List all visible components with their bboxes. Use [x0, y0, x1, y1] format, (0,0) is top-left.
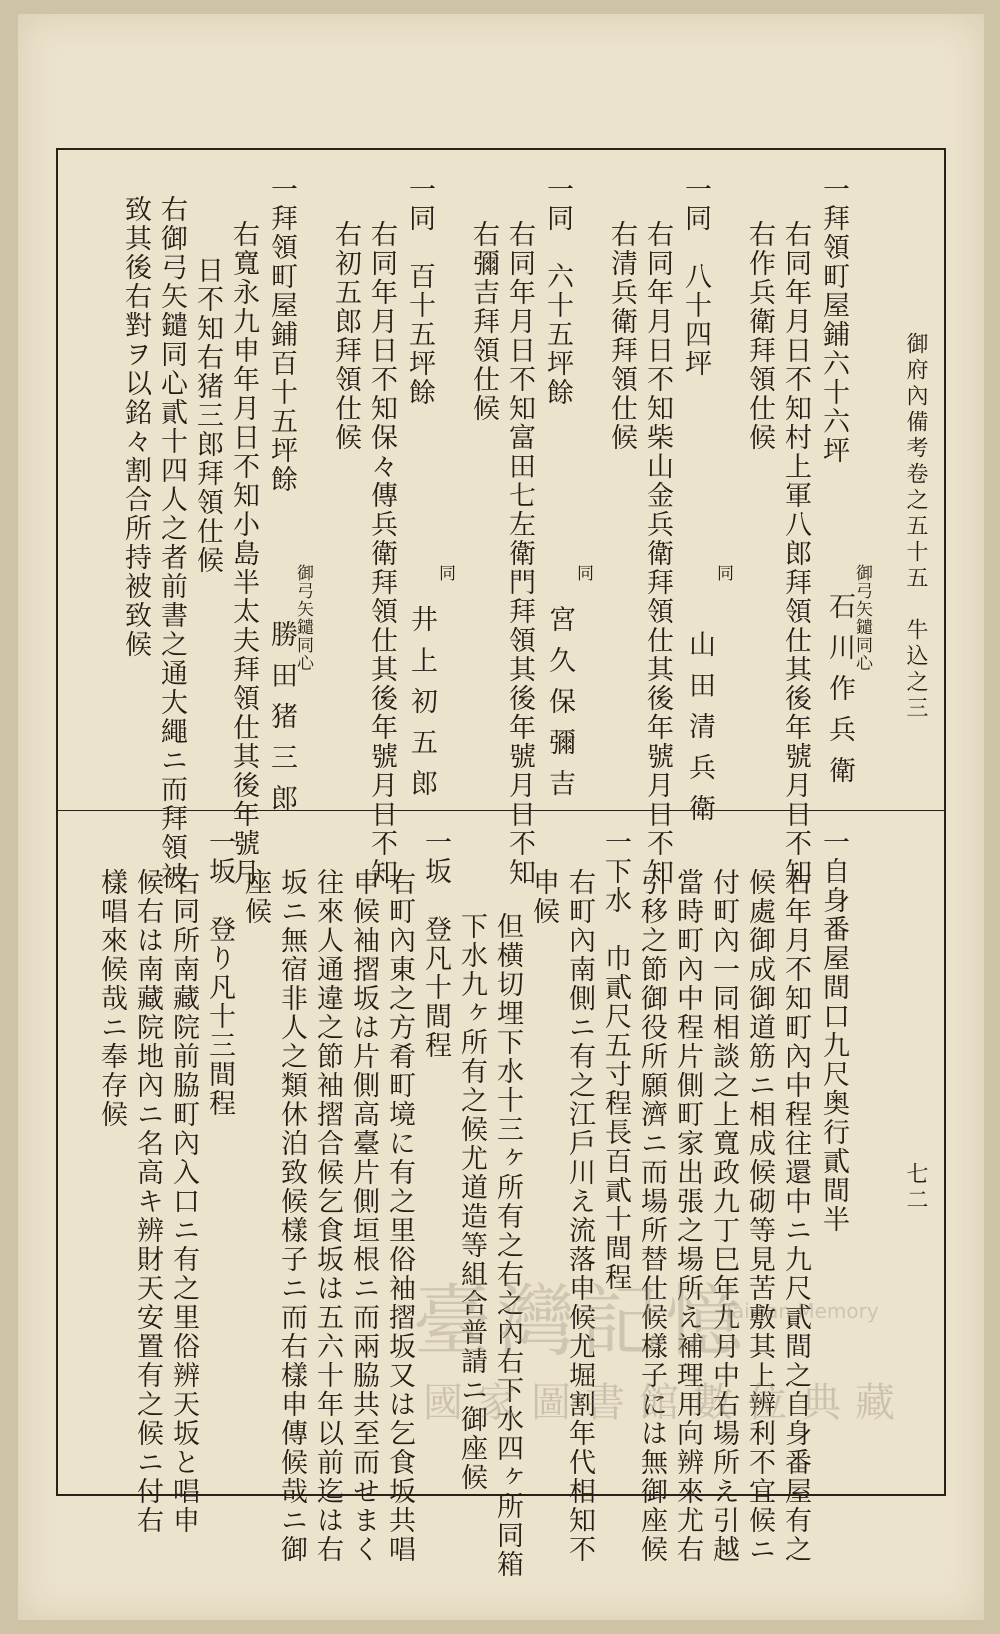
text-column: 樣唱來候哉ニ奉存候 [96, 868, 127, 1129]
text-column: 右同所南藏院前脇町內入口ニ有之里俗辨天坂と唱申 [168, 868, 199, 1535]
owner-note: 同 [713, 564, 733, 582]
owner-name: 井上初五郎 [406, 605, 437, 810]
text-column: 一坂 登り凡十三間程 [204, 828, 235, 1118]
text-column: 申候 [528, 868, 559, 926]
page-number: 七二 [903, 1162, 928, 1214]
page [18, 14, 984, 1620]
text-column: 候處御成御道筋ニ相成候砌等見苦敷其上辨利不宜候ニ [744, 868, 775, 1564]
register-divider [58, 810, 944, 811]
text-column: 一同 百十五坪餘 [404, 175, 435, 407]
text-column: 右同年月日不知村上軍八郎拜領仕其後年號月日不知 [780, 220, 811, 887]
owner-note: 御弓矢鑓同心 [293, 564, 313, 672]
text-column: 右年月不知町內中程往還中ニ九尺貳間之自身番屋有之 [780, 868, 811, 1564]
text-column: 一同 八十四坪 [680, 175, 711, 378]
owner-note: 御弓矢鑓同心 [852, 564, 872, 672]
owner-note: 同 [435, 564, 455, 582]
text-column: 右清兵衛拜領仕候 [606, 220, 637, 452]
running-header: 御府內備考卷之五十五 牛込之三 [903, 332, 928, 722]
text-column: 一下水 巾貳尺五寸程長百貳十間程 [600, 828, 631, 1292]
text-column: 申候袖摺坂は片側高臺片側垣根ニ而兩脇共至而せまく [348, 868, 379, 1564]
text-column: 右作兵衛拜領仕候 [744, 220, 775, 452]
library-watermark [413, 1259, 909, 1428]
text-column: 當時町內中程片側町家出張之場所え補理用向辨來尤右 [672, 868, 703, 1564]
text-column: 右同年月日不知富田七左衛門拜領其後年號月日不知 [504, 220, 535, 887]
owner-name: 石川作兵衛 [824, 592, 855, 797]
text-column: 右同年月日不知保々傳兵衛拜領仕其後年號月日不知 [366, 220, 397, 887]
text-column: 候右は南藏院地內ニ名高キ辨財天安置有之候ニ付右 [132, 868, 163, 1535]
owner-note: 同 [573, 564, 593, 582]
text-column: 日不知右猪三郎拜領仕候 [192, 256, 223, 575]
text-column: 右御弓矢鑓同心貳十四人之者前書之通大繩ニ而拜領被 [156, 195, 187, 891]
text-column: 坂ニ無宿非人之類休泊致候樣子ニ而右樣申傳候哉ニ御 [276, 868, 307, 1564]
text-column: 往來人通違之節袖摺合候乞食坂は五六十年以前迄は右 [312, 868, 343, 1564]
text-column: 但横切埋下水十三ヶ所有之右之內右下水四ヶ所同箱 [492, 912, 523, 1579]
text-column: 一拜領町屋鋪六十六坪 [818, 175, 849, 465]
text-column: 右町內南側ニ有之江戶川え流落申候尤堀割年代相知不 [564, 868, 595, 1564]
text-column: 右寬永九申年月日不知小島半太夫拜領仕其後年號月 [228, 220, 259, 887]
text-column: 一拜領町屋鋪百十五坪餘 [266, 175, 297, 494]
text-column: 一坂 登凡十間程 [420, 828, 451, 1060]
text-column: 致其後右對ヲ以銘々割合所持被致候 [120, 195, 151, 659]
text-column: 右同年月日不知柴山金兵衛拜領仕其後年號月日不知 [642, 220, 673, 887]
text-column: 引移之節御役所願濟ニ而場所替仕候樣子には無御座候 [636, 868, 667, 1564]
text-column: 右彌吉拜領仕候 [468, 220, 499, 423]
watermark-logo-text: 臺灣記憶 [413, 1277, 750, 1367]
text-column: 右初五郎拜領仕候 [330, 220, 361, 452]
text-column: 座候 [240, 868, 271, 926]
text-column: 一同 六十五坪餘 [542, 175, 573, 407]
text-column: 下水九ヶ所有之候尤道造等組合普請ニ御座候 [456, 912, 487, 1492]
text-column: 一自身番屋間口九尺奥行貳間半 [818, 828, 849, 1234]
watermark-english: Taiwan Memory [723, 1299, 879, 1323]
watermark-subtitle: 國家圖書館數位典藏 [423, 1380, 909, 1426]
text-column: 右町內東之方肴町境に有之里俗袖摺坂又は乞食坂共唱 [384, 868, 415, 1564]
owner-name: 宮久保彌吉 [544, 605, 575, 810]
owner-name: 山田清兵衛 [684, 630, 715, 835]
text-column: 付町內一同相談之上寬政九丁巳年九月中右場所え引越 [708, 868, 739, 1564]
owner-name: 勝田猪三郎 [266, 620, 297, 825]
